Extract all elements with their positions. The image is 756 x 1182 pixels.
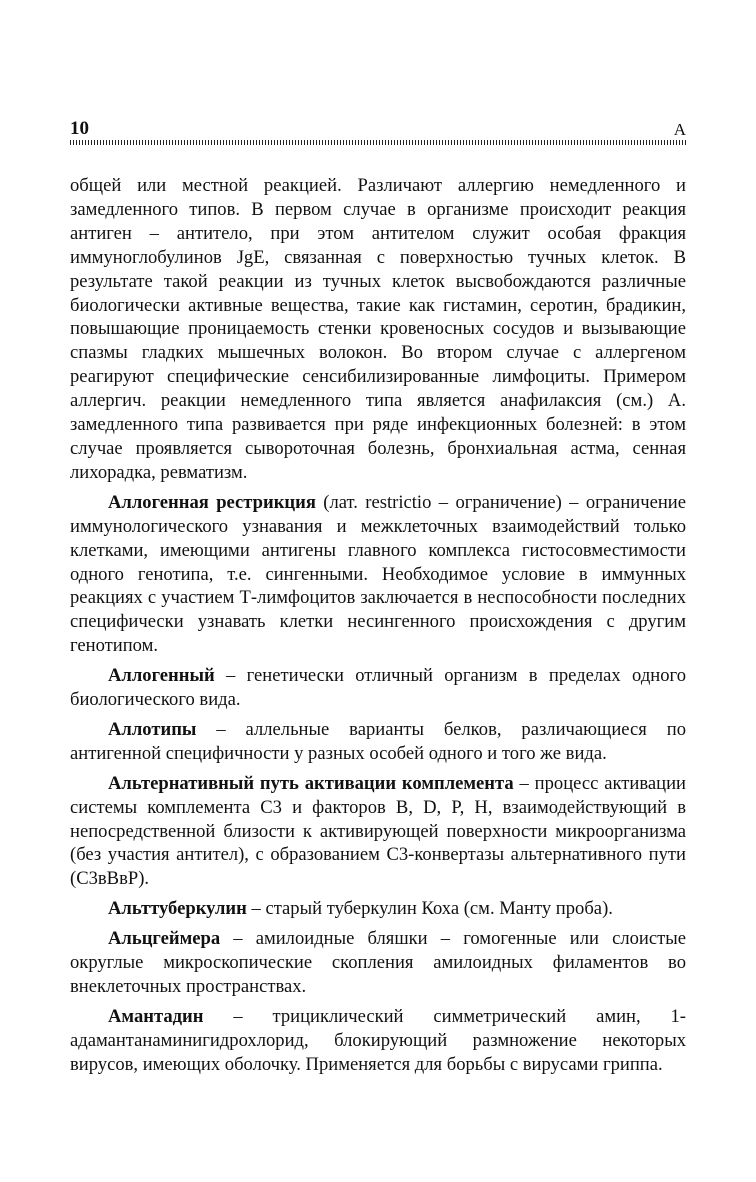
entry-allotypes: [70, 718, 686, 766]
entry-term: Амантадин: [108, 1005, 204, 1027]
entry-text: – процесс активации системы комплемента С3 и факторов B, D, P, H, взаимодействующий в непосредственной близости к активирующей поверхности микроорганизма (без участия антител), с образованием С3-конвертазы альтернативного пути (С3вВвР).: [70, 772, 686, 890]
entry-text: – аллельные варианты белков, различающиеся по антигенной специфичности у разных особей одного и того же вида.: [70, 718, 686, 764]
entry-term: Альтернативный путь активации комплемента: [108, 772, 514, 794]
entry-allogeneic: [70, 664, 686, 712]
entry-text: – трициклический симметрический амин, 1-адамантанаминигидрохлорид, блокирующий размножение некоторых вирусов, имеющих оболочку. Применяется для борьбы с вирусами гриппа.: [70, 1005, 686, 1075]
entry-term: Аллогенный: [108, 665, 215, 687]
running-header: [70, 118, 686, 140]
entry-continuation: [70, 174, 686, 485]
page-number: 10: [70, 118, 89, 139]
entry-amantadine: [70, 1005, 686, 1077]
entry-term: Аллогенная рестрикция: [108, 491, 316, 513]
entry-term: Альттуберкулин: [108, 898, 247, 920]
entry-text: – генетически отличный организм в пределах одного биологического вида.: [70, 665, 686, 711]
section-letter: А: [673, 120, 686, 139]
body-text: [70, 174, 686, 1083]
entry-allogeneic-restriction: [70, 491, 686, 658]
entry-alternative-pathway: [70, 772, 686, 892]
entry-term: Альцгеймера: [108, 928, 221, 950]
entry-alzheimer: [70, 927, 686, 999]
entry-text: – амилоидные бляшки – гомогенные или слоистые округлые микроскопические скопления амилоидных филаментов во внеклеточных пространствах.: [70, 928, 686, 997]
entry-text: общей или местной реакцией. Различают аллергию немедленного и замедленного типов. В первом случае в организме происходит реакция антиген – антитело, при этом антителом служит особая фракция иммуноглобулинов JgE, связанная с поверхностью тучных клеток. В результате такой реакции из тучных клеток высвобождаются различные биологически активные вещества, такие как гистамин, серотин, брадикин, повышающие проницаемость стенки кровеносных сосудов и вызывающие спазмы гладких мышечных волокон. Во втором случае с аллергеном реагируют специфические сенсибилизированные лимфоциты. Примером аллергич. реакции немедленного типа является анафилаксия (см.) А. замедленного типа развивается при ряде инфекционных болезней: в этом случае проявляется сывороточная болезнь, бронхиальная астма, сенная лихорадка, ревматизм.: [70, 175, 686, 483]
header-rule: [70, 140, 686, 145]
entry-text: – старый туберкулин Коха (см. Манту проба).: [246, 898, 613, 920]
entry-term: Аллотипы: [108, 718, 197, 740]
entry-text: (лат. restrictio – ограничение) – ограничение иммунологического узнавания и межклеточных взаимодействий только клетками, имеющими антигены главного комплекса гистосовместимости одного генотипа, т.е. сингенными. Необходимое условие в иммунных реакциях с участием Т-лимфоцитов заключается в неспособности последних специфически узнавать клетки несингенного происхождения с другим генотипом.: [70, 491, 686, 657]
entry-alttuberculin: [70, 897, 686, 921]
